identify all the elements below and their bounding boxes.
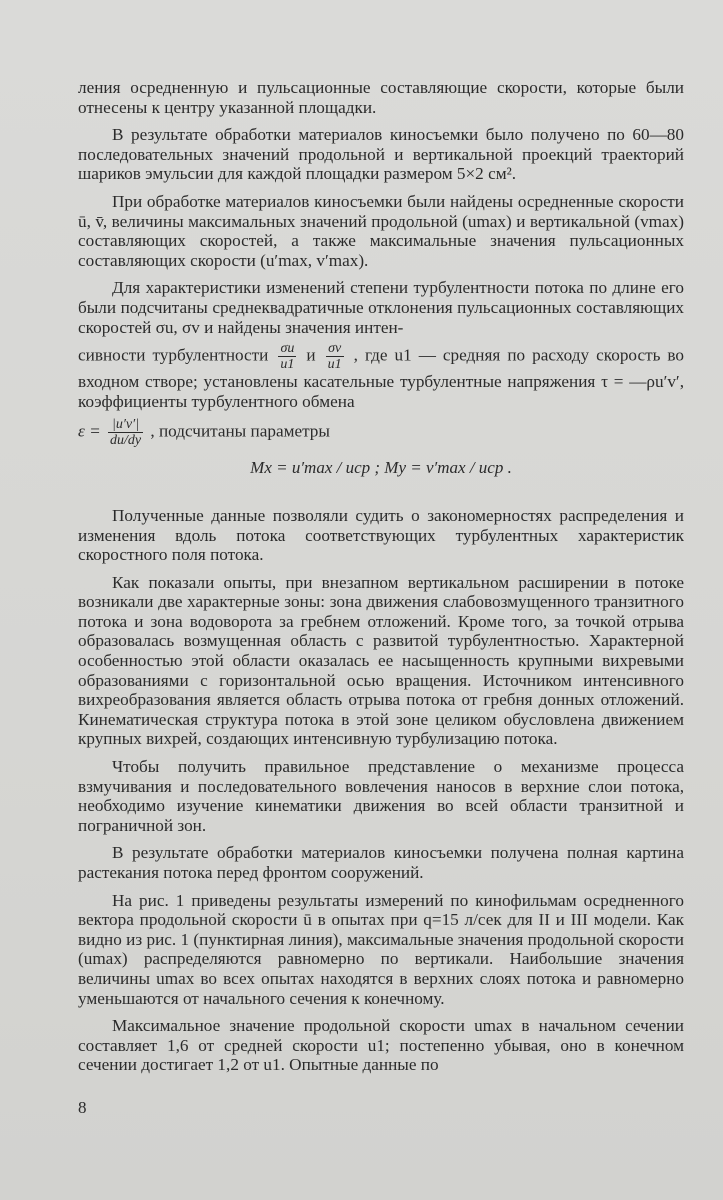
fraction-numerator: |u′v′| xyxy=(108,417,143,433)
page-number: 8 xyxy=(78,1098,87,1117)
fraction-sigma-u xyxy=(278,341,296,372)
turbulence-intensity-line xyxy=(78,341,684,411)
paragraph-6: Как показали опыты, при внезапном вертикальном расширении в потоке возникали две характерные зоны: зона движения слабовозмущенного транзитного потока и зона водоворота за гребнем отложений. Кроме того, за точкой отрыва образовалась возмущенная область с развитой турбулентностью. Характерной особенностью этой области оказалась ее насыщенность крупными вихревыми образованиями с горизонтальной осью вращения. Источником интенсивного вихреобразования является область отрыва потока от гребня донных отложений. Кинематическая структура потока в этой зоне целиком обусловлена движением крупных вихрей, создающих интенсивную турбулизацию потока. xyxy=(78,572,684,749)
paragraph-7: Чтобы получить правильное представление о механизме процесса взмучивания и последовательного вовлечения наносов в верхние слои потока, необходимо изучение кинематики движения во всей области транзитной и пограничной зон. xyxy=(78,757,684,835)
paragraph-4: Для характеристики изменений степени турбулентности потока по длине его были подсчитаны среднеквадратичные отклонения пульсационных составляющих скоростей σu, σv и найдены значения интен- xyxy=(78,278,684,337)
display-formula: Mx = u′max / uср ; My = v′max / uср . xyxy=(250,458,512,478)
intensity-suffix: , где u1 — средняя по расходу скорость во входном створе; установлены касательные турбулентные напряжения τ = —ρu′v′, коэффициенты турбулентного обмена xyxy=(78,345,685,411)
and-word: и xyxy=(306,345,316,365)
epsilon-lhs: ε = xyxy=(78,421,101,441)
paragraph-2: В результате обработки материалов киносъемки было получено по 60—80 последовательных значений продольной и вертикальной проекций траекторий шариков эмульсии для каждой площадки размером 5×2 см². xyxy=(78,125,684,184)
paragraph-1: ления осредненную и пульсационные составляющие скорости, которые были отнесены к центру указанной площадки. xyxy=(78,78,684,117)
paragraph-3: При обработке материалов киносъемки были найдены осредненные скорости ū, v̄, величины максимальных значений продольной (umax) и вертикальной (vmax) составляющих скоростей, а также максимальные значения пульсационных составляющих скорости (u′max, v′max). xyxy=(78,191,684,270)
fraction-epsilon xyxy=(108,417,143,448)
fraction-denominator: du/dy xyxy=(109,433,142,449)
paragraph-9: На рис. 1 приведены результаты измерений по кинофильмам осредненного вектора продольной скорости ū в опытах при q=15 л/сек для II и III модели. Как видно из рис. 1 (пунктирная линия), максимальные значения продольной скорости (umax) распределяются равномерно по вертикали. Наибольшие значения величины umax во всех опытах находятся в верхних слоях потока и равномерно уменьшаются от начального сечения к конечному. xyxy=(78,890,684,1008)
epsilon-line xyxy=(78,417,684,448)
fraction-denominator: u1 xyxy=(327,357,342,373)
body-text xyxy=(78,78,684,1083)
fraction-numerator: σv xyxy=(326,341,344,357)
intensity-prefix: сивности турбулентности xyxy=(78,345,269,365)
paragraph-8: В результате обработки материалов киносъемки получена полная картина растекания потока перед фронтом сооружений. xyxy=(78,843,684,882)
fraction-denominator: u1 xyxy=(280,357,295,373)
paragraph-10: Максимальное значение продольной скорости umax в начальном сечении составляет 1,6 от средней скорости u1; постепенно убывая, оно в конечном сечении достигает 1,2 от u1. Опытные данные по xyxy=(78,1016,684,1075)
fraction-sigma-v xyxy=(326,341,344,372)
fraction-numerator: σu xyxy=(278,341,296,357)
epsilon-suffix: , подсчитаны параметры xyxy=(150,421,330,441)
paragraph-5: Полученные данные позволяли судить о закономерностях распределения и изменения вдоль потока соответствующих турбулентных характеристик скоростного поля потока. xyxy=(78,505,684,565)
